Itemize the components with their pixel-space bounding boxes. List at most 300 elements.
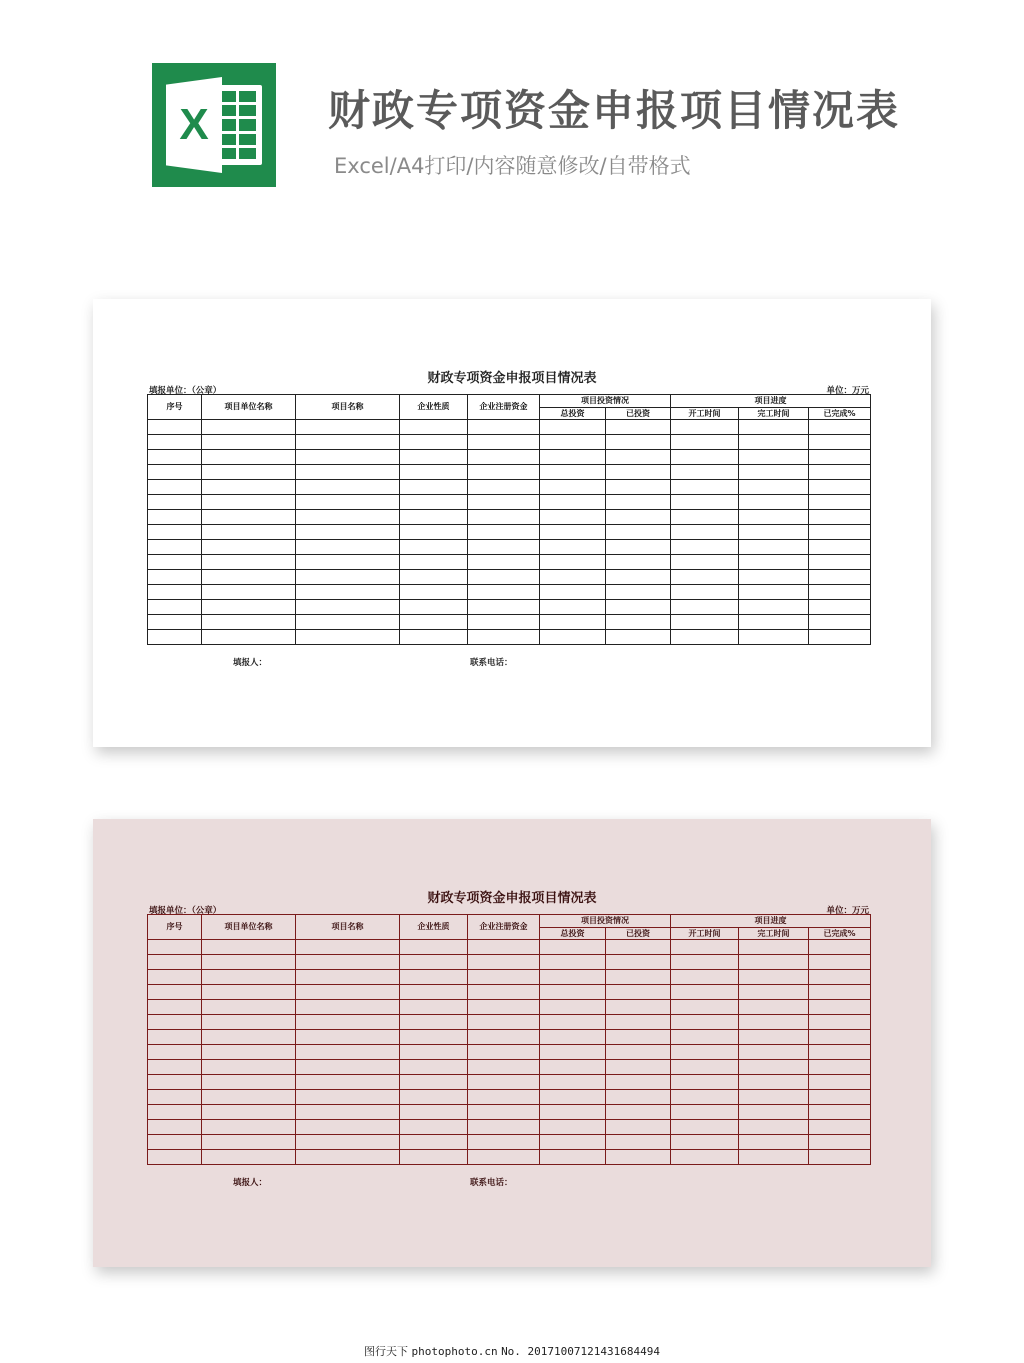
site-domain: photophoto.cn (411, 1345, 498, 1358)
table-cell (739, 435, 809, 450)
table-cell (296, 1075, 400, 1090)
table-row (148, 450, 871, 465)
table-cell (296, 465, 400, 480)
table-cell (296, 1090, 400, 1105)
table-cell (400, 1150, 468, 1165)
page-subtitle: Excel/A4打印/内容随意修改/自带格式 (334, 154, 691, 178)
table-cell (540, 510, 606, 525)
table-cell (809, 450, 871, 465)
table-cell (202, 435, 296, 450)
table-cell (148, 1015, 202, 1030)
table-cell (671, 1105, 739, 1120)
table-cell (202, 540, 296, 555)
table-row (148, 525, 871, 540)
table-cell (671, 1090, 739, 1105)
table-cell (739, 1000, 809, 1015)
table-row (148, 1135, 871, 1150)
table-row (148, 495, 871, 510)
table-cell (540, 1030, 606, 1045)
col-project-name: 项目名称 (296, 915, 400, 940)
table-cell (468, 1105, 540, 1120)
table-cell (809, 630, 871, 645)
table-cell (809, 420, 871, 435)
table-cell (468, 600, 540, 615)
col-finish-time: 完工时间 (739, 928, 809, 940)
table-cell (296, 480, 400, 495)
table-cell (400, 450, 468, 465)
table-cell (148, 955, 202, 970)
table-row (148, 1000, 871, 1015)
table-cell (606, 435, 671, 450)
table-cell (148, 1105, 202, 1120)
table-cell (148, 1135, 202, 1150)
table-cell (739, 1060, 809, 1075)
table-cell (540, 615, 606, 630)
table-cell (296, 1000, 400, 1015)
table-cell (202, 525, 296, 540)
table-cell (739, 1105, 809, 1120)
table-cell (148, 615, 202, 630)
table-cell (400, 615, 468, 630)
table-cell (468, 970, 540, 985)
table-cell (540, 630, 606, 645)
table-row (148, 955, 871, 970)
table-cell (540, 1150, 606, 1165)
table-cell (202, 1150, 296, 1165)
table-cell (468, 1060, 540, 1075)
table-cell (739, 630, 809, 645)
table-row (148, 940, 871, 955)
report-table (147, 914, 871, 1165)
table-row (148, 1105, 871, 1120)
table-cell (400, 1135, 468, 1150)
col-enterprise-type: 企业性质 (400, 395, 468, 420)
table-cell (148, 435, 202, 450)
table-cell (400, 555, 468, 570)
table-cell (739, 510, 809, 525)
table-cell (809, 940, 871, 955)
table-cell (400, 630, 468, 645)
table-cell (606, 1030, 671, 1045)
unit-left-label: 填报单位：（公章） (149, 906, 222, 916)
table-cell (296, 570, 400, 585)
table-cell (148, 570, 202, 585)
table-cell (540, 525, 606, 540)
table-cell (606, 955, 671, 970)
table-cell (296, 495, 400, 510)
table-cell (296, 435, 400, 450)
table-cell (202, 940, 296, 955)
table-cell (202, 615, 296, 630)
table-cell (739, 1015, 809, 1030)
table-cell (809, 480, 871, 495)
table-cell (148, 1030, 202, 1045)
table-cell (400, 570, 468, 585)
table-cell (809, 435, 871, 450)
table-cell (400, 1015, 468, 1030)
table-cell (739, 450, 809, 465)
table-cell (809, 1060, 871, 1075)
table-cell (468, 940, 540, 955)
table-cell (400, 540, 468, 555)
col-registered-capital: 企业注册资金 (468, 915, 540, 940)
table-cell (809, 1030, 871, 1045)
table-cell (540, 435, 606, 450)
table-cell (468, 495, 540, 510)
table-cell (809, 555, 871, 570)
col-invested: 已投资 (606, 928, 671, 940)
table-cell (671, 465, 739, 480)
table-cell (148, 1090, 202, 1105)
sheet-title: 财政专项资金申报项目情况表 (427, 371, 597, 386)
table-cell (739, 495, 809, 510)
table-cell (606, 495, 671, 510)
table-cell (202, 570, 296, 585)
table-cell (606, 465, 671, 480)
table-cell (606, 1015, 671, 1030)
table-cell (468, 1120, 540, 1135)
table-row (148, 555, 871, 570)
table-row (148, 970, 871, 985)
table-cell (809, 955, 871, 970)
table-cell (606, 1135, 671, 1150)
table-cell (671, 1120, 739, 1135)
table-row (148, 1060, 871, 1075)
table-cell (400, 1000, 468, 1015)
table-cell (671, 480, 739, 495)
col-progress-group: 项目进度 (671, 915, 871, 928)
table-cell (540, 1045, 606, 1060)
table-row (148, 1090, 871, 1105)
table-cell (606, 570, 671, 585)
table-cell (148, 970, 202, 985)
table-cell (148, 1045, 202, 1060)
table-cell (202, 600, 296, 615)
table-cell (739, 1135, 809, 1150)
table-cell (671, 1015, 739, 1030)
table-cell (540, 555, 606, 570)
table-cell (400, 1060, 468, 1075)
table-cell (540, 465, 606, 480)
site-name: 图行天下 (363, 1345, 408, 1358)
table-cell (468, 1030, 540, 1045)
table-cell (606, 1120, 671, 1135)
table-cell (606, 1105, 671, 1120)
table-cell (202, 955, 296, 970)
col-completed-pct: 已完成% (809, 408, 871, 420)
table-cell (671, 1045, 739, 1060)
table-cell (540, 1135, 606, 1150)
table-cell (468, 465, 540, 480)
footer-filler-label: 填报人： (233, 658, 268, 668)
table-cell (400, 1030, 468, 1045)
table-cell (296, 600, 400, 615)
table-cell (606, 615, 671, 630)
table-cell (606, 450, 671, 465)
col-total-investment: 总投资 (540, 928, 606, 940)
table-cell (468, 1150, 540, 1165)
table-cell (148, 420, 202, 435)
table-cell (202, 1120, 296, 1135)
table-cell (739, 1075, 809, 1090)
table-cell (739, 570, 809, 585)
table-cell (148, 525, 202, 540)
table-row (148, 420, 871, 435)
table-cell (809, 615, 871, 630)
table-cell (468, 420, 540, 435)
table-cell (148, 1120, 202, 1135)
table-cell (400, 1090, 468, 1105)
table-cell (739, 420, 809, 435)
col-invested: 已投资 (606, 408, 671, 420)
table-row (148, 630, 871, 645)
table-cell (540, 955, 606, 970)
table-cell (671, 1030, 739, 1045)
table-cell (671, 970, 739, 985)
table-cell (400, 1120, 468, 1135)
table-cell (400, 585, 468, 600)
table-row (148, 480, 871, 495)
table-cell (671, 435, 739, 450)
table-cell (540, 420, 606, 435)
table-cell (809, 1135, 871, 1150)
col-start-time: 开工时间 (671, 928, 739, 940)
sheet-title: 财政专项资金申报项目情况表 (427, 891, 597, 906)
table-cell (202, 1045, 296, 1060)
table-cell (148, 600, 202, 615)
col-project-name: 项目名称 (296, 395, 400, 420)
table-cell (671, 1060, 739, 1075)
table-cell (606, 630, 671, 645)
table-cell (468, 555, 540, 570)
table-cell (296, 1120, 400, 1135)
table-cell (202, 1090, 296, 1105)
logo-letter: X (179, 100, 209, 149)
table-cell (739, 1045, 809, 1060)
table-cell (739, 600, 809, 615)
table-cell (671, 1135, 739, 1150)
table-cell (202, 450, 296, 465)
table-cell (400, 1045, 468, 1060)
table-cell (739, 1090, 809, 1105)
table-cell (202, 465, 296, 480)
table-cell (400, 1105, 468, 1120)
table-cell (400, 600, 468, 615)
table-cell (809, 570, 871, 585)
table-cell (148, 585, 202, 600)
table-cell (540, 450, 606, 465)
table-cell (468, 480, 540, 495)
table-cell (400, 985, 468, 1000)
table-cell (296, 555, 400, 570)
table-cell (540, 570, 606, 585)
table-cell (468, 585, 540, 600)
table-cell (739, 555, 809, 570)
table-cell (400, 970, 468, 985)
table-cell (296, 1045, 400, 1060)
excel-logo-icon (152, 63, 276, 187)
report-table (147, 394, 871, 645)
table-cell (468, 450, 540, 465)
table-cell (606, 600, 671, 615)
table-cell (809, 1015, 871, 1030)
table-cell (606, 540, 671, 555)
table-row (148, 465, 871, 480)
col-finish-time: 完工时间 (739, 408, 809, 420)
table-cell (739, 480, 809, 495)
table-cell (540, 970, 606, 985)
table-cell (468, 1090, 540, 1105)
table-cell (400, 465, 468, 480)
table-cell (671, 1150, 739, 1165)
table-cell (671, 1075, 739, 1090)
table-cell (202, 1105, 296, 1120)
table-cell (540, 1015, 606, 1030)
table-cell (202, 1135, 296, 1150)
table-cell (400, 525, 468, 540)
table-cell (606, 985, 671, 1000)
table-cell (739, 540, 809, 555)
table-cell (739, 955, 809, 970)
col-unit-name: 项目单位名称 (202, 395, 296, 420)
table-row (148, 510, 871, 525)
footer-filler-label: 填报人： (233, 1178, 268, 1188)
table-cell (202, 585, 296, 600)
table-cell (606, 1060, 671, 1075)
table-cell (148, 1000, 202, 1015)
table-cell (296, 1060, 400, 1075)
table-cell (606, 1000, 671, 1015)
table-cell (296, 985, 400, 1000)
table-cell (739, 465, 809, 480)
table-cell (202, 630, 296, 645)
table-cell (671, 420, 739, 435)
table-cell (809, 585, 871, 600)
table-cell (468, 955, 540, 970)
col-enterprise-type: 企业性质 (400, 915, 468, 940)
table-cell (202, 480, 296, 495)
table-cell (148, 1060, 202, 1075)
table-cell (148, 510, 202, 525)
table-cell (809, 600, 871, 615)
table-row (148, 600, 871, 615)
table-cell (809, 1105, 871, 1120)
table-cell (148, 940, 202, 955)
table-cell (606, 1090, 671, 1105)
table-cell (809, 540, 871, 555)
table-row (148, 1120, 871, 1135)
table-cell (809, 510, 871, 525)
col-total-investment: 总投资 (540, 408, 606, 420)
table-cell (809, 985, 871, 1000)
table-cell (148, 465, 202, 480)
table-cell (671, 450, 739, 465)
table-cell (540, 985, 606, 1000)
table-cell (296, 450, 400, 465)
table-cell (296, 630, 400, 645)
table-cell (148, 480, 202, 495)
table-cell (296, 1135, 400, 1150)
table-cell (606, 480, 671, 495)
table-cell (468, 985, 540, 1000)
table-row (148, 1075, 871, 1090)
table-cell (400, 495, 468, 510)
table-cell (739, 970, 809, 985)
col-unit-name: 项目单位名称 (202, 915, 296, 940)
table-cell (540, 600, 606, 615)
col-registered-capital: 企业注册资金 (468, 395, 540, 420)
footer-phone-label: 联系电话： (470, 658, 513, 668)
table-cell (606, 525, 671, 540)
table-cell (671, 495, 739, 510)
table-cell (296, 955, 400, 970)
table-row (148, 540, 871, 555)
col-investment-group: 项目投资情况 (540, 395, 671, 408)
table-cell (468, 570, 540, 585)
col-start-time: 开工时间 (671, 408, 739, 420)
table-cell (540, 1105, 606, 1120)
table-cell (809, 1090, 871, 1105)
table-cell (202, 1015, 296, 1030)
image-number: No. 20171007121431684494 (501, 1345, 661, 1358)
col-seq: 序号 (148, 915, 202, 940)
table-cell (296, 420, 400, 435)
table-cell (468, 525, 540, 540)
table-cell (202, 970, 296, 985)
table-cell (296, 1150, 400, 1165)
table-cell (468, 1075, 540, 1090)
table-cell (296, 940, 400, 955)
table-cell (148, 985, 202, 1000)
table-cell (400, 480, 468, 495)
table-cell (468, 1000, 540, 1015)
table-cell (296, 510, 400, 525)
table-cell (540, 1000, 606, 1015)
table-cell (468, 510, 540, 525)
table-cell (606, 420, 671, 435)
col-seq: 序号 (148, 395, 202, 420)
table-cell (671, 955, 739, 970)
table-cell (671, 555, 739, 570)
unit-right-label: 单位：万元 (826, 386, 869, 396)
table-cell (202, 985, 296, 1000)
col-completed-pct: 已完成% (809, 928, 871, 940)
table-cell (671, 525, 739, 540)
table-cell (468, 630, 540, 645)
bottom-bar (0, 1341, 1024, 1363)
table-cell (671, 940, 739, 955)
table-cell (400, 940, 468, 955)
table-cell (540, 540, 606, 555)
table-cell (809, 495, 871, 510)
table-cell (400, 510, 468, 525)
col-progress-group: 项目进度 (671, 395, 871, 408)
table-cell (671, 570, 739, 585)
table-cell (540, 495, 606, 510)
table-cell (468, 540, 540, 555)
table-cell (671, 600, 739, 615)
table-cell (606, 1150, 671, 1165)
table-row (148, 585, 871, 600)
table-cell (468, 435, 540, 450)
table-row (148, 615, 871, 630)
table-cell (809, 1000, 871, 1015)
table-cell (540, 1075, 606, 1090)
table-cell (296, 540, 400, 555)
table-cell (540, 1090, 606, 1105)
table-cell (809, 1120, 871, 1135)
table-cell (606, 940, 671, 955)
